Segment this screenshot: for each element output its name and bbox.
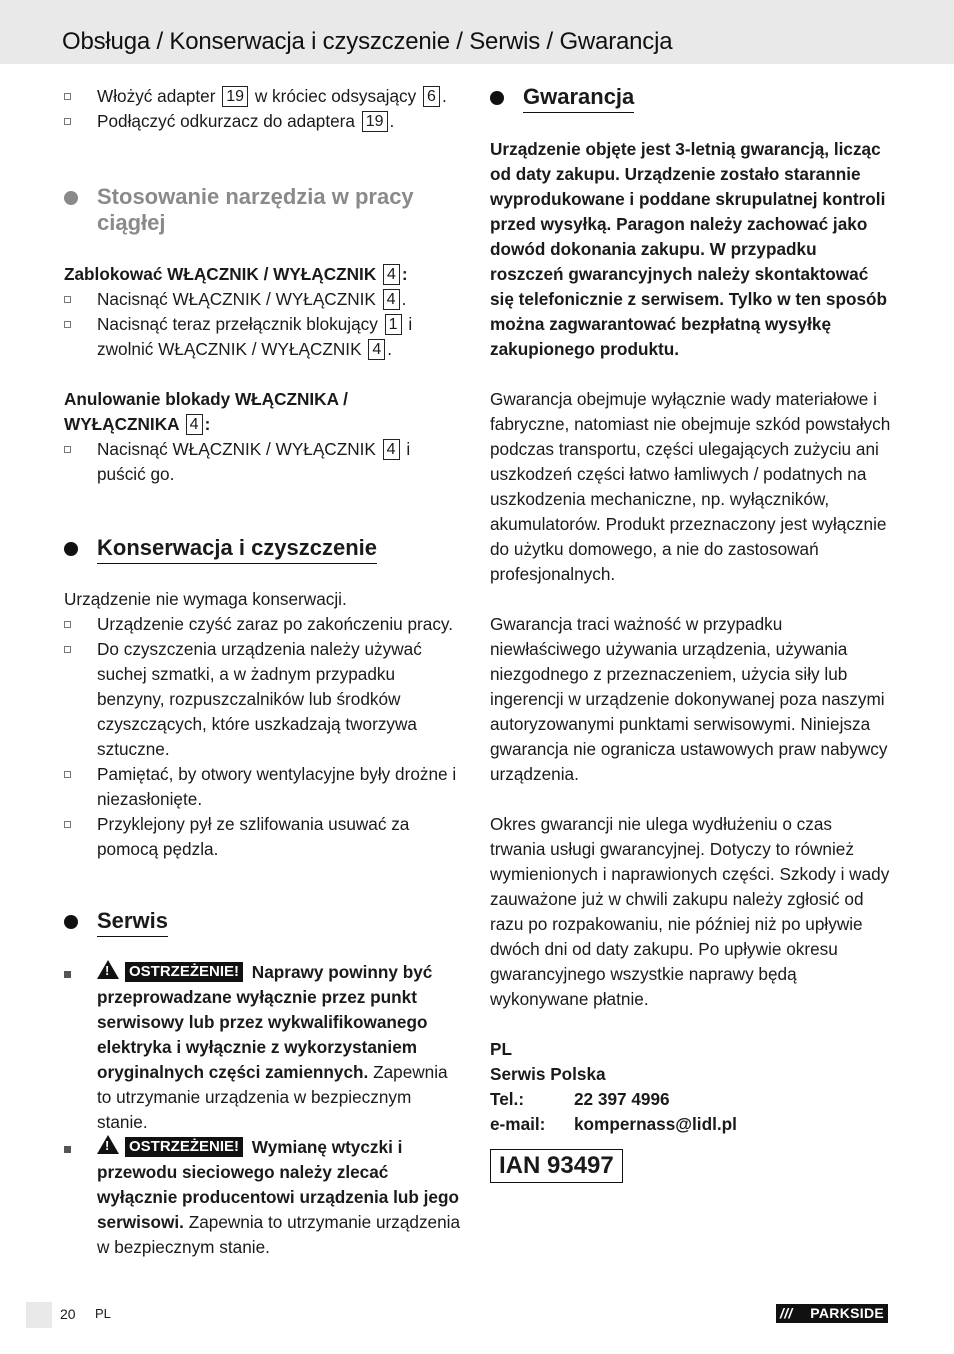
square-bullet-icon [64, 446, 71, 453]
part-ref: 6 [423, 86, 440, 107]
square-bullet-icon [64, 93, 71, 100]
page-header [0, 0, 954, 64]
warning-triangle-icon [97, 960, 119, 979]
part-ref: 19 [222, 86, 248, 107]
footer-marker [26, 1302, 52, 1328]
ian-number: IAN 93497 [490, 1149, 623, 1183]
square-bullet-icon [64, 771, 71, 778]
square-bullet-icon [64, 118, 71, 125]
contact-name: Serwis Polska [490, 1064, 606, 1084]
section-heading-continuous: Stosowanie narzędzia w pracy ciągłej [64, 184, 462, 236]
part-ref: 4 [186, 414, 203, 435]
filled-square-bullet-icon [64, 971, 71, 978]
list-item: Włożyć adapter 19 w króciec odsysający 6 . [64, 84, 462, 109]
square-bullet-icon [64, 321, 71, 328]
square-bullet-icon [64, 646, 71, 653]
warranty-bold-paragraph: Urządzenie objęte jest 3-letnią gwarancją, licząc od daty zakupu. Urządzenie zostało starannie wyprodukowane i poddane skrupulatnej kontroli przed wysyłką. Paragon należy zachować jako dowód dokonania zakupu. W przypadku roszczeń gwarancyjnych należy skontaktować się telefonicznie z serwisem. Tylko w ten sposób można zagwarantować bezpłatną wysyłkę zakupionego produktu. [490, 139, 888, 359]
warranty-paragraph: Okres gwarancji nie ulega wydłużeniu o czas trwania usługi gwarancyjnej. Dotyczy to również wymienionych i naprawionych części. Szkody i wady zauważone już w chwili zakupu należy zgłosić od razu po rozpakowaniu, nie później niż po upływie dwóch dni od daty zakupu. Po upływie okresu gwarancyjnego wszystkie naprawy będą wykonywane płatnie. [490, 814, 890, 1009]
email-label: e-mail: [490, 1114, 546, 1134]
maintenance-intro: Urządzenie nie wymaga konserwacji. [64, 589, 347, 609]
lock-title: Zablokować WŁĄCZNIK / WYŁĄCZNIK 4 : [64, 264, 408, 284]
logo-slashes: /// [780, 1305, 793, 1321]
left-column [64, 84, 462, 1260]
contact-block [490, 1037, 892, 1137]
part-ref: 4 [383, 289, 400, 310]
list-item: Przyklejony pył ze szlifowania usuwać za pomocą pędzla. [64, 812, 462, 862]
list-item: Do czyszczenia urządzenia należy używać suchej szmatki, a w żadnym przypadku benzyny, rozpuszczalników lub środków czyszczących, które uszkadzają tworzywa sztuczne. [64, 637, 462, 762]
language-code: PL [95, 1306, 111, 1321]
tel-label: Tel.: [490, 1089, 525, 1109]
page-number: 20 [60, 1306, 76, 1322]
part-ref: 19 [362, 111, 388, 132]
part-ref: 4 [383, 439, 400, 460]
warranty-paragraph: Gwarancja obejmuje wyłącznie wady materiałowe i fabryczne, natomiast nie obejmuje szkód powstałych podczas transportu, części ulegających zużyciu ani uszkodzeń części łatwo łamliwych / podatnych na uszkodzenia mechaniczne, np. wyłączników, akumulatorów. Produkt przeznaczony jest wyłącznie do użytku domowego, a nie do zastosowań profesjonalnych. [490, 389, 891, 584]
square-bullet-icon [64, 621, 71, 628]
list-item: Podłączyć odkurzacz do adaptera 19 . [64, 109, 462, 134]
brand-name: PARKSIDE [810, 1305, 884, 1321]
bullet-dot-icon [64, 191, 78, 205]
warning-label: OSTRZEŻENIE! [125, 1137, 243, 1157]
warning-label: OSTRZEŻENIE! [125, 962, 243, 982]
warning-triangle-icon [97, 1135, 119, 1154]
list-item: Pamiętać, by otwory wentylacyjne były drożne i niezasłonięte. [64, 762, 462, 812]
bullet-dot-icon [64, 542, 78, 556]
email-value: kompernass@lidl.pl [574, 1114, 737, 1134]
filled-square-bullet-icon [64, 1146, 71, 1153]
list-item: Nacisnąć WŁĄCZNIK / WYŁĄCZNIK 4 i puścić go. [64, 437, 462, 487]
list-item: Nacisnąć teraz przełącznik blokujący 1 i zwolnić WŁĄCZNIK / WYŁĄCZNIK 4 . [64, 312, 462, 362]
warning-item: !OSTRZEŻENIE! Naprawy powinny być przeprowadzane wyłącznie przez punkt serwisowy lub przez wykwalifikowanego elektryka i wyłącznie z wykorzystaniem oryginalnych części zamiennych. Zapewnia to utrzymanie urządzenia w bezpiecznym stanie. [64, 960, 462, 1135]
warranty-paragraph: Gwarancja traci ważność w przypadku niewłaściwego używania urządzenia, używania niezgodnego z przeznaczeniem, użycia siły lub ingerencji w urządzenie dokonywanej poza naszymi autoryzowanymi punktami serwisowymi. Niniejsza gwarancja nie ogranicza ustawowych praw nabywcy urządzenia. [490, 614, 888, 784]
page-title: Obsługa / Konserwacja i czyszczenie / Serwis / Gwarancja [62, 28, 673, 55]
part-ref: 4 [383, 264, 400, 285]
tel-value: 22 397 4996 [574, 1089, 670, 1109]
contact-country: PL [490, 1039, 512, 1059]
square-bullet-icon [64, 296, 71, 303]
square-bullet-icon [64, 821, 71, 828]
list-item: Nacisnąć WŁĄCZNIK / WYŁĄCZNIK 4 . [64, 287, 462, 312]
part-ref: 4 [368, 339, 385, 360]
parkside-logo [776, 1304, 888, 1323]
list-item: Urządzenie czyść zaraz po zakończeniu pracy. [64, 612, 462, 637]
section-heading-service: Serwis [64, 908, 462, 934]
warning-item: !OSTRZEŻENIE! Wymianę wtyczki i przewodu sieciowego należy zlecać wyłącznie producentowi urządzenia lub jego serwisowi. Zapewnia to utrzymanie urządzenia w bezpiecznym stanie. [64, 1135, 462, 1260]
bullet-dot-icon [64, 915, 78, 929]
bullet-dot-icon [490, 91, 504, 105]
unlock-title: Anulowanie blokady WŁĄCZNIKA / WYŁĄCZNIKA 4 : [64, 389, 348, 434]
right-column [490, 84, 892, 1183]
section-heading-warranty: Gwarancja [490, 84, 892, 110]
part-ref: 1 [385, 314, 402, 335]
section-heading-maintenance: Konserwacja i czyszczenie [64, 535, 462, 561]
